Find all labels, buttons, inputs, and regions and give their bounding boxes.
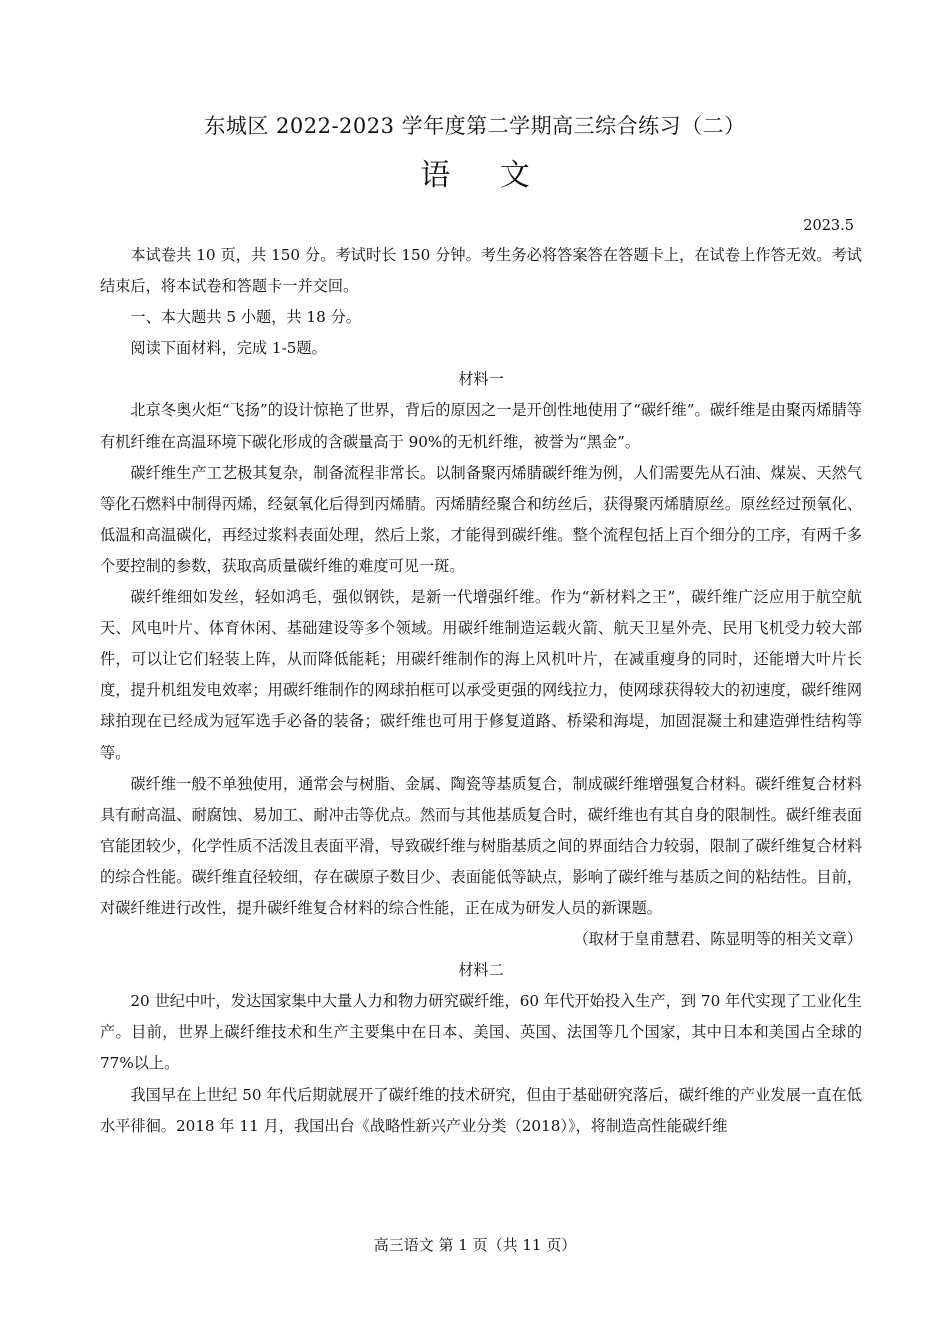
material-1-paragraph: 北京冬奥火炬“飞扬”的设计惊艳了世界，背后的原因之一是开创性地使用了“碳纤维”。碳纤维是由聚丙烯腈等有机纤维在高温环境下碳化形成的含碳量高于 90%的无机纤维，被誉为“黑金”。 <box>100 401 862 451</box>
material-2-paragraph: 我国早在上世纪 50 年代后期就展开了碳纤维的技术研究，但由于基础研究落后，碳纤维的产业发展一直在低水平徘徊。2018 年 11 月，我国出台《战略性新兴产业分类（2018）》，将制造高性能碳纤维 <box>100 1085 862 1135</box>
page-footer: 高三语文 第 1 页（共 11 页） <box>373 1236 577 1254</box>
material-1-paragraph: 碳纤维生产工艺极其复杂，制备流程非常长。以制备聚丙烯腈碳纤维为例，人们需要先从石油、煤炭、天然气等化石燃料中制得丙烯，经氨氧化后得到丙烯腈。丙烯腈经聚合和纺丝后，获得聚丙烯腈原丝。原丝经过预氧化、低温和高温碳化，再经过浆料表面处理，然后上浆，才能得到碳纤维。整个流程包括上百个细分的工序，有两千多个要控制的参数，获取高质量碳纤维的难度可见一斑。 <box>100 463 862 575</box>
section-heading: 一、本大题共 5 小题，共 18 分。 <box>130 308 361 327</box>
material-1-heading: 材料一 <box>458 370 504 389</box>
material-2-paragraph: 20 世纪中叶，发达国家集中大量人力和物力研究碳纤维，60 年代开始投入生产，到 70 年代实现了工业化生产。目前，世界上碳纤维技术和生产主要集中在日本、美国、英国、法国等几个国家，其中日本和美国占全球的 77%以上。 <box>100 992 862 1073</box>
exam-body <box>100 240 862 1142</box>
material-1-paragraph: 碳纤维一般不单独使用，通常会与树脂、金属、陶瓷等基质复合，制成碳纤维增强复合材料。碳纤维复合材料具有耐高温、耐腐蚀、易加工、耐冲击等优点。然而与其他基质复合时，碳纤维也有其自身的限制性。碳纤维表面官能团较少，化学性质不活泼且表面平滑，导致碳纤维与树脂基质之间的界面结合力较弱，限制了碳纤维复合材料的综合性能。碳纤维直径较细，存在碳原子数目少、表面能低等缺点，影响了碳纤维与基质之间的粘结性。目前，对碳纤维进行改性，提升碳纤维复合材料的综合性能，正在成为研发人员的新课题。 <box>100 774 862 917</box>
subject-heading: 语 文 <box>420 158 530 193</box>
material-1-source: （取材于皇甫慧君、陈显明等的相关文章） <box>573 930 862 949</box>
material-1-paragraph: 碳纤维细如发丝，轻如鸿毛，强似钢铁，是新一代增强纤维。作为“新材料之王”，碳纤维广泛应用于航空航天、风电叶片、体育休闲、基础建设等多个领域。用碳纤维制造运载火箭、航天卫星外壳、民用飞机受力较大部件，可以让它们轻装上阵，从而降低能耗；用碳纤维制作的海上风机叶片，在减重瘦身的同时，还能增大叶片长度，提升机组发电效率；用碳纤维制作的网球拍框可以承受更强的网线拉力，使网球获得较大的初速度，碳纤维网球拍现在已经成为冠军选手必备的装备；碳纤维也可用于修复道路、桥梁和海堤，加固混凝土和建造弹性结构等等。 <box>100 588 862 762</box>
exam-title: 东城区 2022-2023 学年度第二学期高三综合练习（二） <box>204 114 746 138</box>
exam-date: 2023.5 <box>803 218 854 234</box>
material-2-heading: 材料二 <box>458 961 504 980</box>
instructions-paragraph: 本试卷共 10 页，共 150 分。考试时长 150 分钟。考生务必将答案答在答题卡上，在试卷上作答无效。考试结束后，将本试卷和答题卡一并交回。 <box>100 246 862 296</box>
task-instruction: 阅读下面材料，完成 1-5题。 <box>130 339 327 358</box>
